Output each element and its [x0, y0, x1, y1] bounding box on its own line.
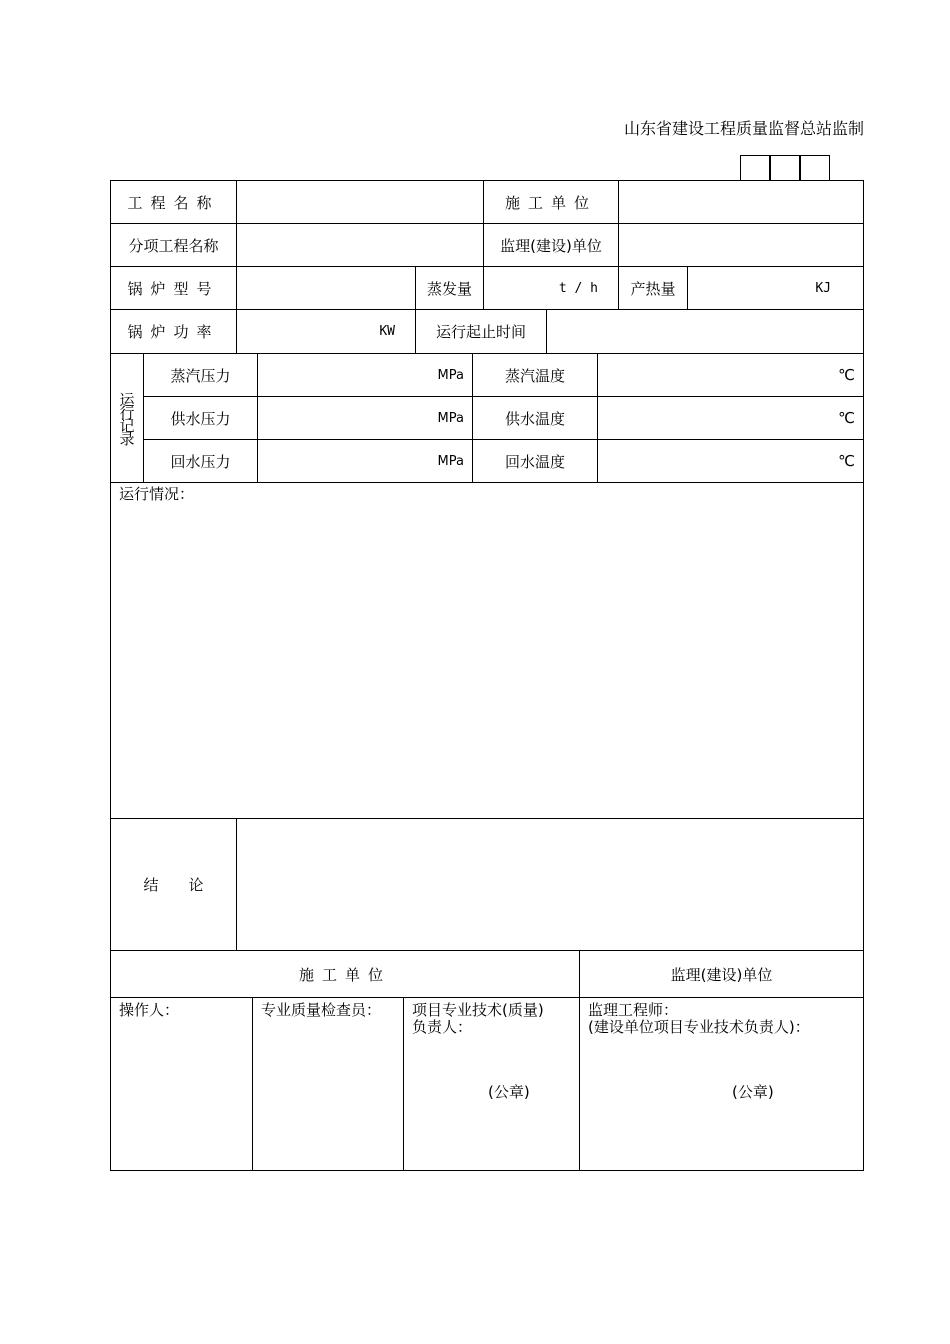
conclusion-field[interactable]	[236, 818, 864, 951]
run-record-label	[110, 353, 144, 483]
sig-supervision-unit-header: 监理(建设)单位	[579, 950, 864, 998]
evaporation-field[interactable]	[483, 266, 619, 310]
project-name-field[interactable]	[236, 180, 484, 224]
seal-left: (公章)	[488, 1083, 530, 1101]
steam-pressure-unit: MPa	[437, 367, 464, 383]
run-record-text: 运行记录	[117, 392, 136, 444]
heat-output-unit: KJ	[815, 280, 831, 296]
return-temp-unit: ℃	[838, 452, 855, 470]
return-pressure-label: 回水压力	[143, 439, 258, 483]
supervisor-label-line1: 监理工程师：	[588, 1001, 679, 1019]
inspector-label: 专业质量检查员：	[261, 1001, 382, 1019]
supervision-unit-label: 监理(建设)单位	[483, 223, 619, 267]
heat-output-field[interactable]	[687, 266, 864, 310]
return-temp-field[interactable]	[597, 439, 864, 483]
sub-project-label: 分项工程名称	[110, 223, 237, 267]
boiler-model-label: 锅炉型号	[110, 266, 237, 310]
evaporation-label: 蒸发量	[415, 266, 484, 310]
return-pressure-unit: MPa	[437, 453, 464, 469]
tech-lead-label-line1: 项目专业技术(质量)	[412, 1001, 544, 1019]
steam-temp-field[interactable]	[597, 353, 864, 397]
inspector-sign-area[interactable]	[252, 997, 404, 1171]
construction-unit-field[interactable]	[618, 180, 864, 224]
run-time-label: 运行起止时间	[415, 309, 547, 354]
steam-temp-unit: ℃	[838, 366, 855, 384]
supply-pressure-unit: MPa	[437, 410, 464, 426]
sig-construction-unit-header: 施工单位	[110, 950, 580, 998]
steam-pressure-label: 蒸汽压力	[143, 353, 258, 397]
steam-pressure-field[interactable]	[257, 353, 473, 397]
supply-pressure-field[interactable]	[257, 396, 473, 440]
operator-sign-area[interactable]	[110, 997, 253, 1171]
boiler-power-label: 锅炉功率	[110, 309, 237, 354]
run-status-area[interactable]	[110, 482, 864, 819]
conclusion-label: 结 论	[110, 818, 237, 951]
issuer-text: 山东省建设工程质量监督总站监制	[623, 119, 864, 138]
sub-project-field[interactable]	[236, 223, 484, 267]
boiler-power-field[interactable]	[236, 309, 416, 354]
supply-temp-field[interactable]	[597, 396, 864, 440]
steam-temp-label: 蒸汽温度	[472, 353, 598, 397]
code-box-3[interactable]	[800, 155, 830, 180]
run-time-field[interactable]	[546, 309, 864, 354]
supervisor-sign-area[interactable]	[579, 997, 864, 1171]
boiler-model-field[interactable]	[236, 266, 416, 310]
heat-output-label: 产热量	[618, 266, 688, 310]
code-box-2[interactable]	[770, 155, 800, 180]
tech-lead-label-line2: 负责人：	[412, 1018, 473, 1036]
supervision-unit-field[interactable]	[618, 223, 864, 267]
project-name-label: 工程名称	[110, 180, 237, 224]
boiler-power-unit: KW	[379, 324, 395, 339]
construction-unit-label: 施工单位	[483, 180, 619, 224]
operator-label: 操作人：	[119, 1001, 180, 1019]
run-status-label: 运行情况：	[119, 485, 195, 503]
supply-pressure-label: 供水压力	[143, 396, 258, 440]
supply-temp-label: 供水温度	[472, 396, 598, 440]
return-temp-label: 回水温度	[472, 439, 598, 483]
supervisor-label-line2: (建设单位项目专业技术负责人)：	[588, 1018, 810, 1036]
evaporation-unit: t / h	[558, 280, 598, 296]
code-box-1[interactable]	[740, 155, 770, 180]
seal-right: (公章)	[732, 1083, 774, 1101]
return-pressure-field[interactable]	[257, 439, 473, 483]
supply-temp-unit: ℃	[838, 409, 855, 427]
